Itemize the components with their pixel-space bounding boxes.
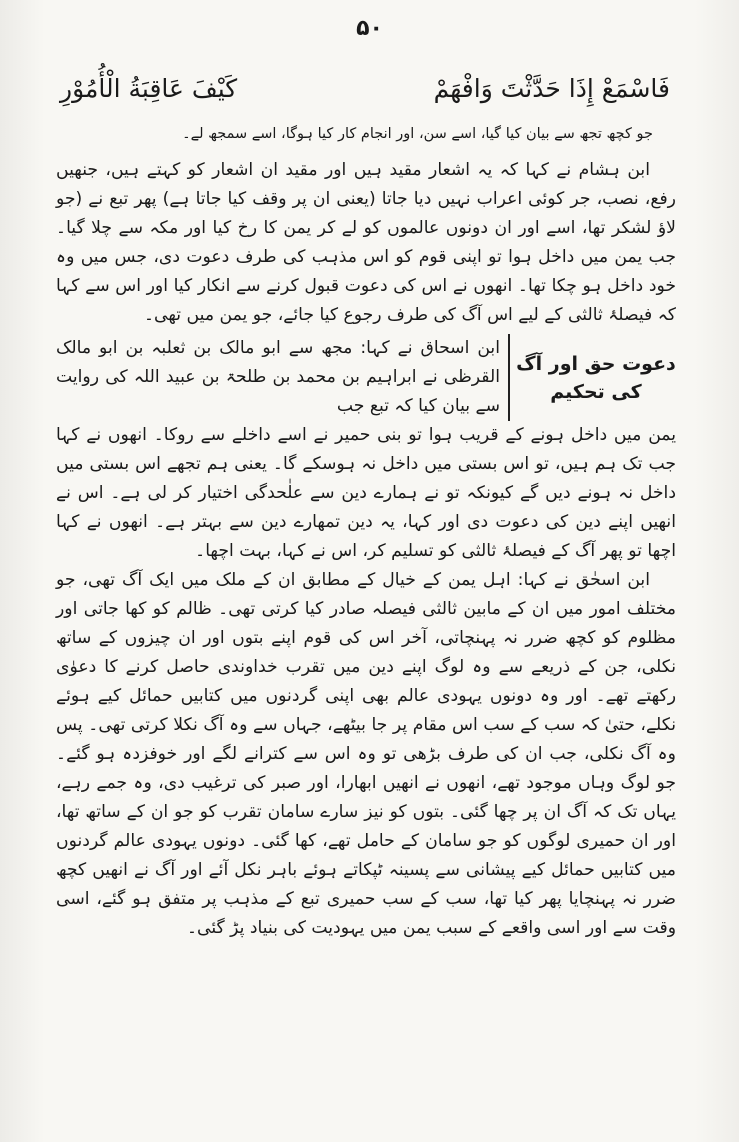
- heading-side-text: ابن اسحاق نے کہا: مجھ سے ابو مالک بن ثعلبہ بن ابو مالک القرظی نے ابراہیم بن محمد بن طلحۃ بن عبید اللہ کی روایت سے بیان کیا کہ تبع جب: [56, 338, 500, 416]
- body-text: [56, 156, 676, 943]
- verse-translation: جو کچھ تجھ سے بیان کیا گیا، اسے سن، اور انجام کار کیا ہوگا، اسے سمجھ لے۔: [182, 126, 653, 142]
- paragraph-ibn-hisham: ابن ہشام نے کہا کہ یہ اشعار مقید ہیں اور مقید ان اشعار کو کہتے ہیں، جنھیں رفع، نصب، جر کوئی اعراب نہیں دیا جاتا (یعنی ان پر وقف کیا جاتا ہے) پھر تبع نے (جو لاؤ لشکر تھا، اسے اور ان دونوں عالموں کو لے کر یمن کا رخ کیا اور مکہ سے چلا گیا۔ جب یمن میں داخل ہوا تو اپنی قوم کو اس مذہب کی طرف دعوت دی، جس میں وہ خود داخل ہو چکا تھا۔ انھوں نے اس کی دعوت قبول کرنے سے انکار کیا اور اس سے کہا کہ فیصلۂ ثالثی کے لیے اس آگ کی طرف رجوع کیا جائے، جو یمن میں تھی۔: [56, 160, 676, 325]
- heading-side: [56, 334, 500, 421]
- heading-row: [56, 334, 676, 421]
- page-number: ۵۰: [356, 16, 383, 41]
- paragraph-yemen-entry: یمن میں داخل ہونے کے قریب ہوا تو بنی حمیر نے اسے داخلے سے روکا۔ انھوں نے کہا جب تک ہم ہیں، تو اس بستی میں داخل نہ ہوسکے گا۔ یعنی ہم تجھے اس بستی میں داخل نہ ہونے دیں گے کیونکہ تو نے ہمارے دین سے علٰحدگی اختیار کر لی ہے۔ اس نے انھیں اپنے دین کی دعوت دی اور کہا، یہ دین تمھارے دین سے بہتر ہے۔ انھوں نے کہا اچھا تو پھر آگ کے فیصلۂ ثالثی کو تسلیم کر، اس نے کہا، بہت اچھا۔: [56, 425, 676, 561]
- verse-line: [60, 74, 670, 103]
- verse-hemistich-left: كَيْفَ عَاقِبَةُ الْأُمُوْرِ: [60, 74, 238, 103]
- section-heading: دعوت حق اور آگ کی تحکیم: [508, 334, 676, 421]
- verse-hemistich-right: فَاسْمَعْ إِذَا حَدَّثْتَ وَافْهَمْ: [433, 74, 670, 103]
- paragraph-fire-judgement: ابن اسحٰق نے کہا: اہل یمن کے خیال کے مطابق ان کے ملک میں ایک آگ تھی، جو مختلف امور میں ان کے مابین ثالثی فیصلہ صادر کیا کرتی تھی۔ ظالم کو کھا جاتی اور مظلوم کو کچھ ضرر نہ پہنچاتی، آخر اس کی قوم اپنے بتوں اور ان چیزوں کے ساتھ نکلی، جن کے ذریعے سے وہ لوگ اپنے دین میں تقرب خداوندی حاصل کرنے کا دعوٰی رکھتے تھے۔ اور وہ دونوں یہودی عالم بھی اپنی گردنوں میں کتابیں حمائل کیے ہوئے نکلے، حتیٰ کہ سب کے سب اس مقام پر جا بیٹھے، جہاں سے وہ آگ نکلا کرتی تھی۔ پس وہ آگ نکلی، جب ان کی طرف بڑھی تو وہ اس سے کترانے لگے اور خوفزدہ ہو گئے۔ جو لوگ وہاں موجود تھے، انھوں نے انھیں ابھارا، اور صبر کی ترغیب دی، وہ جمے رہے، یہاں تک کہ آگ ان پر چھا گئی۔ بتوں کو نیز سارے سامان تقرب کو جو ان کے ساتھ تھا، اور ان حمیری لوگوں کو جو سامان کے حامل تھے، کھا گئی۔ دونوں یہودی عالم گردنوں میں کتابیں حمائل کیے پیشانی سے پسینہ ٹپکاتے ہوئے باہر نکل آئے اور آگ نے انھیں کچھ ضرر نہ پہنچایا پھر کیا تھا، سب کے سب حمیری تبع کے مذہب پر متفق ہو گئے، اسی وقت سے اور اسی واقعے کے سبب یمن میں یہودیت کی بنیاد پڑ گئی۔: [56, 570, 676, 938]
